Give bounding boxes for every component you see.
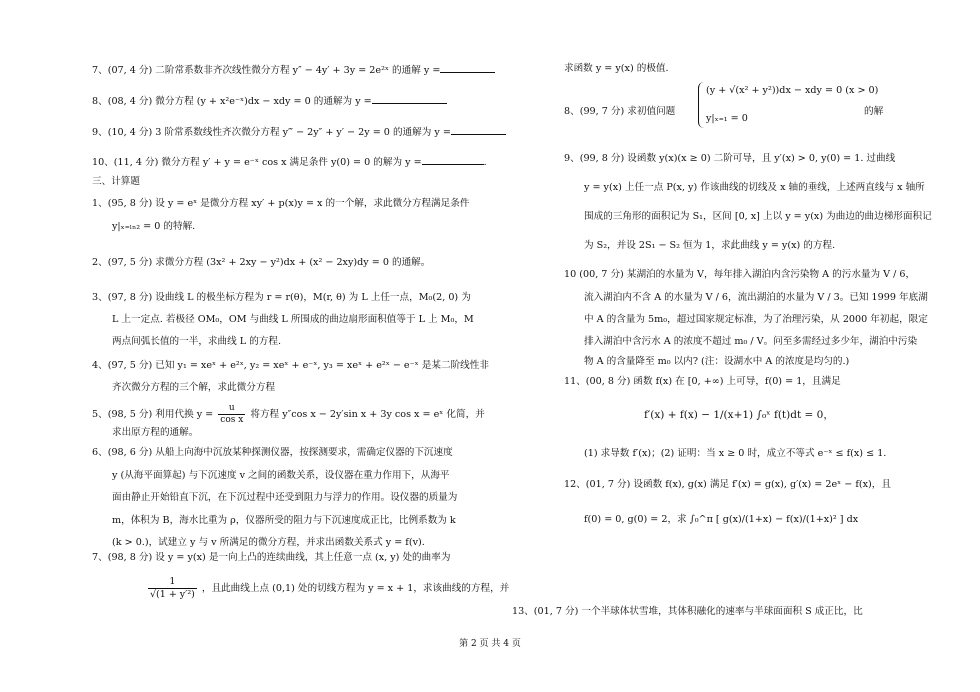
calc-1-line-2: y|ₓ₌ₗₙ₂ = 0 的特解. <box>112 221 196 232</box>
calc-6-line-2: y (从海平面算起) 与下沉速度 v 之间的函数关系，设仪器在重力作用下，从海平 <box>112 470 450 481</box>
answer-blank[interactable] <box>372 93 447 104</box>
question-10-end: . <box>483 157 487 168</box>
question-r10-line-1: 10 (00, 7 分) 某湖泊的水量为 V，每年排入湖泊内含污染物 A 的污水量为 V / 6， <box>564 269 916 280</box>
question-7 <box>92 62 495 78</box>
question-r8-tail: 的解 <box>864 106 884 117</box>
calc-7-suffix: ，且此曲线上点 (0,1) 处的切线方程为 y = x + 1，求该曲线的方程，并 <box>201 583 510 594</box>
calc-7-line-2 <box>146 576 509 601</box>
question-9 <box>92 124 506 140</box>
question-10-text: 10、(11, 4 分) 微分方程 y′ + y = e⁻ˣ cos x 满足条件 y(0) = 0 的解为 y = <box>92 157 422 168</box>
fraction-denominator: √(1 + y′²) <box>150 589 195 600</box>
question-7-text: 7、(07, 4 分) 二阶常系数非齐次线性微分方程 y″ − 4y′ + 3y = 2e²ˣ 的通解 y = <box>92 65 441 76</box>
question-8 <box>92 93 447 109</box>
substitution-fraction <box>218 403 245 426</box>
calc-6-line-5: (k > 0.)，试建立 y 与 v 所满足的微分方程，并求出函数关系式 y = f(v). <box>112 537 425 548</box>
calc-5-line-2: 求出原方程的通解。 <box>112 427 199 438</box>
question-r8-label: 8、(99, 7 分) 求初值问题 <box>564 106 676 117</box>
answer-blank[interactable] <box>440 62 495 73</box>
calc-4-line-2: 齐次微分方程的三个解，求此微分方程 <box>112 382 276 393</box>
calc-6-line-4: m，体积为 B，海水比重为 ρ，仪器所受的阻力与下沉速度成正比，比例系数为 k <box>112 515 456 526</box>
question-r9-line-1: 9、(99, 8 分) 设函数 y(x)(x ≥ 0) 二阶可导，且 y′(x) > 0, y(0) = 1. 过曲线 <box>564 153 896 164</box>
fraction-numerator: u <box>218 403 245 415</box>
question-r12-line-1: 12、(01, 7 分) 设函数 f(x), g(x) 满足 f′(x) = g(x), g′(x) = 2eˣ − f(x)，且 <box>564 479 891 490</box>
calc-1-line-1: 1、(95, 8 分) 设 y = eˣ 是微分方程 xy′ + p(x)y = x 的一个解，求此微分方程满足条件 <box>92 198 470 209</box>
calc-6-line-3: 面由静止开始铅直下沉，在下沉过程中还受到阻力与浮力的作用。设仪器的质量为 <box>112 492 458 503</box>
question-r12-line-2: f(0) = 0, g(0) = 2，求 ∫₀^π [ g(x)/(1+x) − f(x)/(1+x)² ] dx <box>584 514 859 525</box>
question-r13: 13、(01, 7 分) 一个半球体状雪堆，其体积融化的速率与半球面面积 S 成正比，比 <box>512 606 863 617</box>
page-footer: 第 2 页 共 4 页 <box>459 639 521 649</box>
question-r11-formula: f′(x) + f(x) − 1/(x+1) ∫₀ˣ f(t)dt = 0， <box>644 409 834 421</box>
answer-blank[interactable] <box>451 124 506 135</box>
calc-5-prefix: 5、(98, 5 分) 利用代换 y = <box>92 409 214 420</box>
calc-7-line-1: 7、(98, 8 分) 设 y = y(x) 是一向上凸的连续曲线，其上任意一点 (x, y) 处的曲率为 <box>92 552 451 563</box>
answer-blank[interactable] <box>422 154 484 165</box>
initial-value-condition: y|ₓ₌₁ = 0 <box>706 113 748 124</box>
fraction-denominator: cos x <box>220 415 244 425</box>
calc-5-suffix: 将方程 y″cos x − 2y′sin x + 3y cos x = eˣ 化简，并 <box>250 409 485 420</box>
question-r9-line-3: 围成的三角形的面积记为 S₁，区间 [0, x] 上以 y = y(x) 为曲边的曲边梯形面积记 <box>584 211 932 222</box>
calc-3-line-1: 3、(97, 8 分) 设曲线 L 的极坐标方程为 r = r(θ)，M(r, θ) 为 L 上任一点，M₀(2, 0) 为 <box>92 292 471 303</box>
calc-2: 2、(97, 5 分) 求微分方程 (3x² + 2xy − y²)dx + (x² − 2xy)dy = 0 的通解。 <box>92 257 431 268</box>
question-r9-line-2: y = y(x) 上任一点 P(x, y) 作该曲线的切线及 x 轴的垂线，上述两直线与 x 轴所 <box>584 182 925 193</box>
curvature-fraction <box>148 576 197 601</box>
question-8-text: 8、(08, 4 分) 微分方程 (y + x²e⁻ˣ)dx − xdy = 0 的通解为 y = <box>92 96 372 107</box>
question-r10-line-2: 流入湖泊内不含 A 的水量为 V / 6，流出湖泊的水量为 V / 3。已知 1999 年底湖 <box>584 292 928 303</box>
question-r10-line-3: 中 A 的含量为 5m₀，超过国家规定标准，为了治理污染，从 2000 年初起，限定 <box>584 314 928 325</box>
calc-5-line-1 <box>92 403 485 426</box>
brace-symbol <box>698 82 705 128</box>
question-r10-line-5: 物 A 的含量降至 m₀ 以内? (注：设湖水中 A 的浓度是均匀的.) <box>584 356 850 367</box>
question-10 <box>92 154 487 170</box>
question-r10-line-4: 排入湖泊中含污水 A 的浓度不超过 m₀ / V。问至多需经过多少年，湖泊中污染 <box>584 336 918 347</box>
question-r9-line-4: 为 S₂，并设 2S₁ − S₂ 恒为 1，求此曲线 y = y(x) 的方程. <box>584 240 836 251</box>
question-r11-line-2: (1) 求导数 f′(x)；(2) 证明：当 x ≥ 0 时，成立不等式 e⁻ˣ ≤ f(x) ≤ 1. <box>584 448 887 459</box>
continued-line: 求函数 y = y(x) 的极值. <box>564 63 669 74</box>
question-r11-line-1: 11、(00, 8 分) 函数 f(x) 在 [0, +∞) 上可导，f(0) = 1，且满足 <box>564 376 841 387</box>
fraction-numerator: 1 <box>148 576 197 589</box>
section-heading: 三、计算题 <box>92 176 140 187</box>
calc-3-line-3: 两点间弧长值的一半，求曲线 L 的方程. <box>112 336 282 347</box>
question-9-text: 9、(10, 4 分) 3 阶常系数线性齐次微分方程 y‴ − 2y″ + y′ − 2y = 0 的通解为 y = <box>92 127 451 138</box>
calc-3-line-2: L 上一定点. 若极径 OM₀，OM 与曲线 L 所围成的曲边扇形面积值等于 L 上 M₀，M <box>112 314 474 325</box>
calc-6-line-1: 6、(98, 6 分) 从船上向海中沉放某种探测仪器，按探测要求，需确定仪器的下沉速度 <box>92 447 453 458</box>
initial-value-equation: (y + √(x² + y²))dx − xdy = 0 (x > 0) <box>706 85 879 96</box>
calc-4-line-1: 4、(97, 5 分) 已知 y₁ = xeˣ + e²ˣ, y₂ = xeˣ + e⁻ˣ, y₃ = xeˣ + e²ˣ − e⁻ˣ 是某二阶线性非 <box>92 360 489 371</box>
